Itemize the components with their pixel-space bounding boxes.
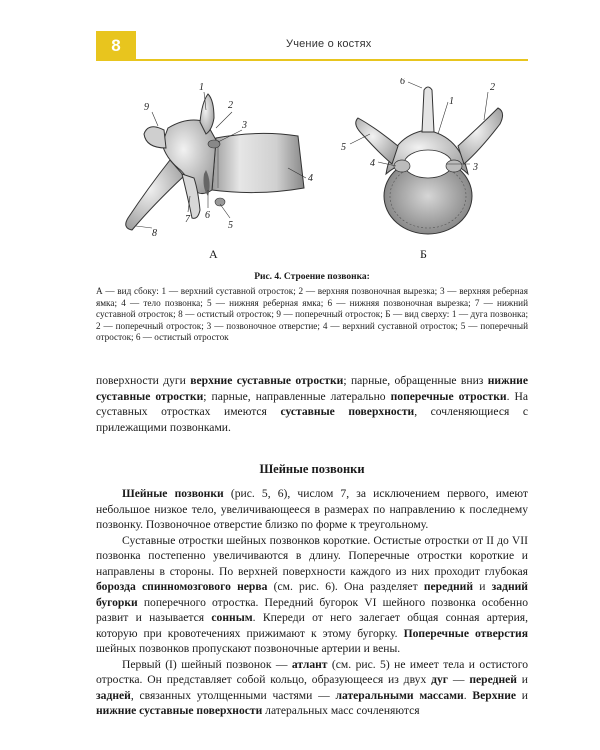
running-header bbox=[96, 31, 528, 61]
text-run: (рис. 5, 6), числом 7, за исключением первого, имеют небольшое низкое тело, увеличивающееся в размерах по направлению к последнему позвонку. Позвоночное отверстие близко по форме к треугольному. bbox=[96, 487, 528, 531]
bold-term: поперечные отростки bbox=[390, 389, 507, 403]
bold-term: передний bbox=[423, 580, 474, 593]
panel-a-label-1: 1 bbox=[199, 82, 204, 93]
bold-term: нижние суставные отростки bbox=[96, 374, 528, 403]
bold-term: Шейные позвонки bbox=[122, 487, 224, 500]
text-run: шейных позвонков пропускают позвоночные артерии и вены. bbox=[96, 642, 401, 655]
text-run: (см. рис. 6). Она разделяет bbox=[267, 580, 424, 593]
text-run: ; парные, обращенные вниз bbox=[343, 374, 488, 387]
vertebra-drawings bbox=[108, 78, 528, 248]
bold-term: атлант bbox=[291, 657, 328, 671]
text-run: (см. рис. 5) не имеет тела и остистого отростка. Он представляет собой кольцо, образующееся из двух bbox=[96, 657, 528, 686]
bold-term: борозда спинномозгового нерва bbox=[96, 580, 268, 593]
text-run: поверхности дуги bbox=[96, 374, 191, 387]
text-run: . На суставных отростках имеются bbox=[96, 389, 528, 418]
panel-b-drawing bbox=[341, 78, 503, 234]
bold-term: передней bbox=[469, 673, 517, 686]
paragraph bbox=[96, 533, 528, 657]
panel-a-label-2: 2 bbox=[228, 100, 233, 111]
bold-term: задний бугорки bbox=[96, 580, 528, 609]
section-title: Шейные позвонки bbox=[259, 462, 365, 476]
bold-term: суставные поверхности bbox=[280, 405, 415, 418]
bold-term: Поперечные отверстия bbox=[403, 626, 528, 640]
text-run: Суставные отростки шейных позвонков короткие. Остистые отростки от II до VII позвонка постепенно увеличиваются в длину. Поперечные отростки короткие и направлены в стороны. По верхней поверхности каждого из них проходит глубокая bbox=[96, 533, 528, 578]
text-run: — bbox=[448, 673, 470, 686]
panel-b-label-5: 5 bbox=[341, 142, 346, 153]
running-title: Учение о костях bbox=[286, 38, 372, 50]
panel-b-label-4: 4 bbox=[370, 158, 375, 169]
text-run: и bbox=[516, 688, 528, 702]
bold-term: верхние суставные отростки bbox=[190, 374, 344, 387]
text-run: латеральных масс сочленяются bbox=[262, 704, 420, 717]
bold-term: задней bbox=[96, 688, 131, 702]
paragraph bbox=[96, 373, 528, 435]
bold-term: дуг bbox=[431, 673, 449, 686]
bold-term: латеральными массами bbox=[335, 688, 464, 702]
panel-a-letter: А bbox=[209, 247, 218, 261]
panel-a-label-7: 7 bbox=[185, 214, 190, 225]
text-run: , связанных утолщенными частями — bbox=[130, 688, 336, 702]
paragraph bbox=[96, 486, 528, 533]
panel-b-label-6: 6 bbox=[400, 78, 405, 87]
bold-term: сонным bbox=[211, 611, 253, 624]
panel-a-drawing bbox=[126, 82, 313, 239]
panel-a-label-9: 9 bbox=[144, 102, 149, 113]
panel-a-label-4: 4 bbox=[308, 173, 313, 184]
text-run: и bbox=[516, 673, 528, 686]
bold-term: Верхние bbox=[472, 688, 517, 702]
intro-paragraph bbox=[96, 373, 528, 435]
panel-a-label-3: 3 bbox=[242, 120, 247, 131]
panel-a-label-6: 6 bbox=[205, 210, 210, 221]
text-run: Первый (I) шейный позвонок — bbox=[122, 657, 292, 671]
section-body bbox=[96, 486, 528, 719]
panel-b-label-3: 3 bbox=[473, 162, 478, 173]
figure-caption-title: Рис. 4. Строение позвонка: bbox=[254, 272, 370, 282]
panel-a-label-8: 8 bbox=[152, 228, 157, 239]
page-number: 8 bbox=[96, 31, 136, 61]
text-run: поперечного отростка. Передний бугорок VI шейного позвонка особенно развит и называется bbox=[96, 595, 528, 624]
panel-a-label-5: 5 bbox=[228, 220, 233, 231]
paragraph bbox=[96, 657, 528, 719]
text-run: , сочленяющиеся с прилежащими позвонками. bbox=[96, 405, 529, 434]
text-run: ; парные, направленные латерально bbox=[203, 389, 391, 403]
text-run: и bbox=[473, 580, 492, 593]
bold-term: нижние суставные поверхности bbox=[96, 704, 263, 717]
panel-b-label-2: 2 bbox=[490, 82, 495, 93]
text-run: . bbox=[463, 688, 473, 702]
figure-caption-body: А — вид сбоку: 1 — верхний суставной отросток; 2 — верхняя позвоночная вырезка; 3 — верхняя реберная ямка; 4 — тело позвонка; 5 — нижняя реберная ямка; 6 — нижняя позвоночная вырезка; 7 — нижний суставной отросток; 8 — остистый отросток; 9 — поперечный отросток; Б — вид сверху: 1 — дуга позвонка; 2 — поперечный отросток; 3 — позвоночное отверстие; 4 — верхний суставной отросток; 5 — поперечный отросток; 6 — остистый отросток bbox=[96, 286, 528, 343]
figure-vertebra bbox=[108, 78, 528, 268]
panel-b-label-1: 1 bbox=[449, 96, 454, 107]
panel-b-letter: Б bbox=[420, 247, 427, 261]
text-run: . Кпереди от него залегает общая сонная артерия, которую при кровотечениях прижимают к этому бугорку. bbox=[96, 611, 529, 640]
